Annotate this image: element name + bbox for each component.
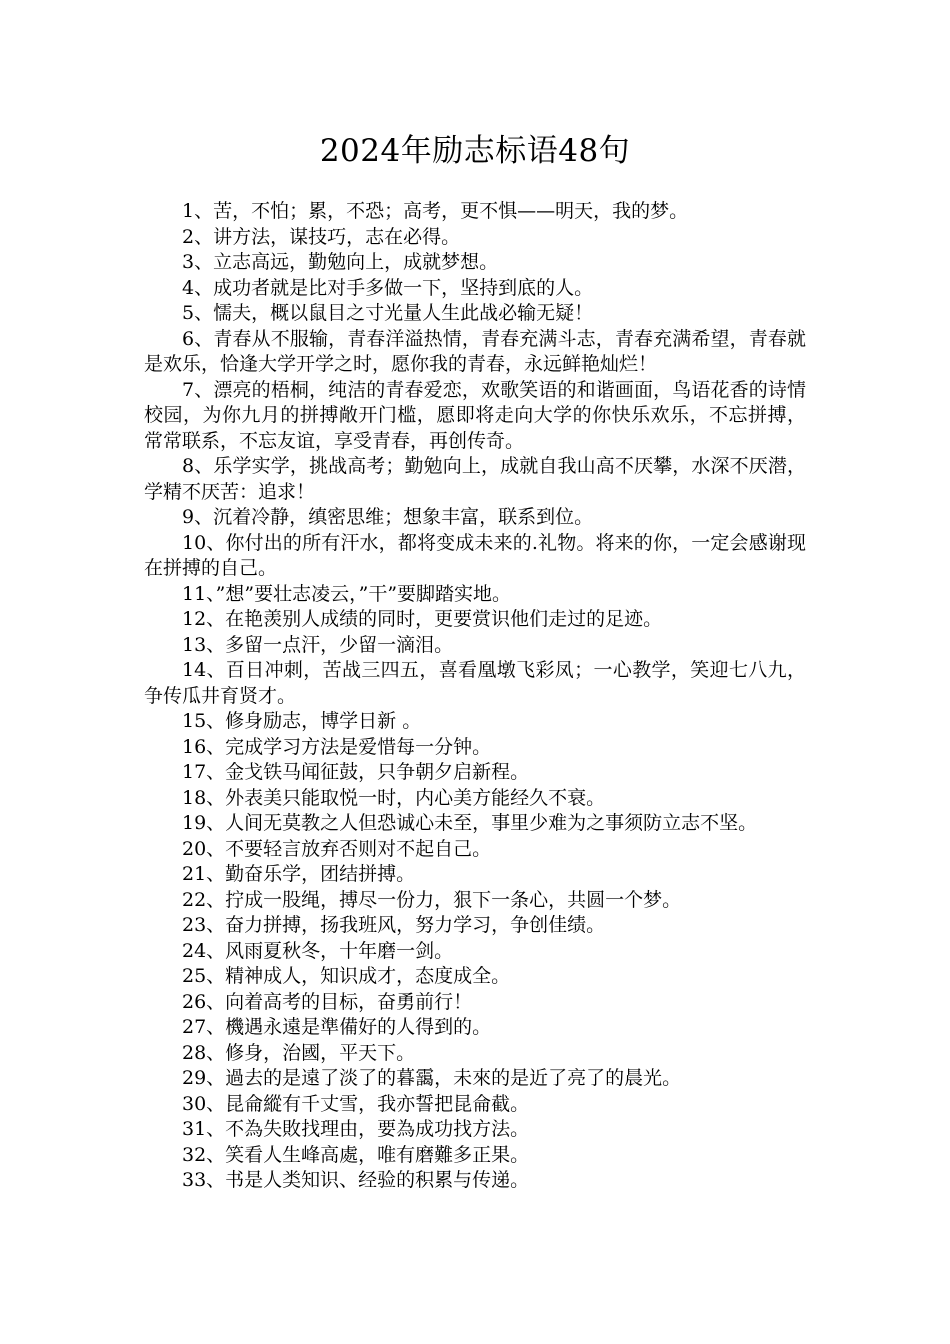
slogan-item: 11、”想”要壮志凌云，”干”要脚踏实地。	[182, 582, 512, 605]
slogan-item: 4、成功者就是比对手多做一下，坚持到底的人。	[182, 276, 594, 299]
slogan-item: 15、修身励志，博学日新 。	[182, 710, 422, 732]
slogan-item: 32、笑看人生峰高處，唯有磨難多正果。	[182, 1143, 530, 1166]
slogan-item: 26、向着高考的目标，奋勇前行！	[182, 990, 473, 1013]
slogan-item: 9、沉着冷静，缜密思维；想象丰富，联系到位。	[182, 506, 594, 528]
slogan-item: 2、讲方法，谋技巧，志在必得。	[182, 225, 461, 248]
slogan-item: 14、百日冲刺，苦战三四五，喜看凰墩飞彩凤；一心教学，笑迎七八九，争传瓜井育贤才。	[144, 659, 806, 707]
slogan-item: 13、多留一点汗，少留一滴泪。	[182, 633, 454, 656]
slogan-item: 25、精神成人，知识成才，态度成全。	[182, 965, 511, 987]
slogan-item: 31、不為失敗找理由，要為成功找方法。	[182, 1118, 530, 1140]
slogan-item: 3、立志高远，勤勉向上，成就梦想。	[182, 251, 499, 273]
slogan-item: 28、修身，治國，平天下。	[182, 1041, 416, 1064]
slogan-item: 18、外表美只能取悦一时，内心美方能经久不衰。	[182, 786, 606, 809]
slogan-item: 20、不要轻言放弃否则对不起自己。	[182, 837, 492, 860]
slogan-item: 5、懦夫，概以鼠目之寸光量人生此战必输无疑！	[182, 302, 594, 324]
slogan-item: 22、拧成一股绳，搏尽一份力，狠下一条心，共圆一个梦。	[182, 888, 682, 911]
slogan-item: 19、人间无莫教之人但恐诚心未至，事里少难为之事须防立志不坚。	[182, 812, 758, 834]
slogan-item: 27、機遇永遠是準備好的人得到的。	[182, 1016, 492, 1038]
slogan-item: 1、苦，不怕；累，不恐；高考，更不惧——明天，我的梦。	[182, 200, 689, 222]
slogan-item: 17、金戈铁马闻征鼓，只争朝夕启新程。	[182, 761, 530, 783]
document-title: 2024年励志标语48句	[319, 133, 631, 169]
slogan-item: 21、勤奋乐学，团结拼搏。	[182, 863, 416, 885]
slogan-item: 16、完成学习方法是爱惜每一分钟。	[182, 735, 492, 758]
slogan-item: 24、风雨夏秋冬，十年磨一剑。	[182, 939, 454, 962]
slogan-item: 6、青春从不服输，青春洋溢热情，青春充满斗志，青春充满希望，青春就是欢乐，恰逢大学开学之时，愿你我的青春，永远鲜艳灿烂！	[144, 327, 806, 375]
slogan-item: 12、在艳羡别人成绩的同时，更要赏识他们走过的足迹。	[182, 608, 663, 630]
slogan-item: 10、你付出的所有汗水，都将变成未来的.礼物。将来的你，一定会感谢现在拼搏的自己。	[144, 531, 806, 579]
slogan-item: 29、過去的是遠了淡了的暮靄，未來的是近了亮了的晨光。	[182, 1067, 682, 1089]
slogan-item: 30、昆侖縱有千丈雪，我亦誓把昆侖截。	[182, 1092, 530, 1115]
slogan-item: 7、漂亮的梧桐，纯洁的青春爱恋，欢歌笑语的和谐画面，鸟语花香的诗情校园，为你九月的拼搏敞开门槛，愿即将走向大学的你快乐欢乐，不忘拼搏，常常联系，不忘友谊，享受青春，再创传奇。	[144, 378, 806, 452]
slogan-list	[144, 199, 806, 1194]
slogan-item: 23、奋力拼搏，扬我班风，努力学习，争创佳绩。	[182, 914, 606, 936]
slogan-item: 33、书是人类知识、经验的积累与传递。	[182, 1169, 530, 1191]
slogan-item: 8、乐学实学，挑战高考；勤勉向上，成就自我山高不厌攀，水深不厌潜，学精不厌苦：追求！	[144, 455, 806, 503]
